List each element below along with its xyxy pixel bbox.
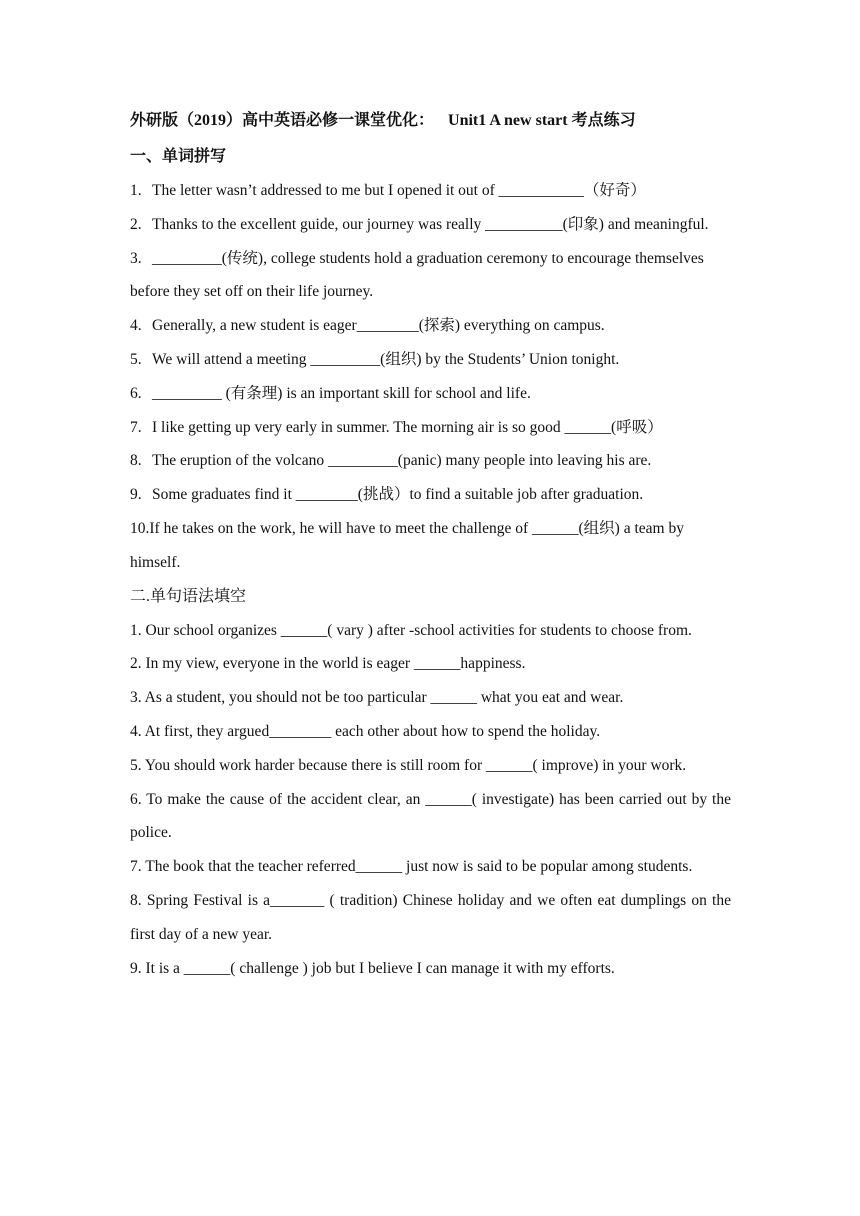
list-item: 8. The eruption of the volcano _________(panic) many people into leaving his are.: [130, 452, 652, 470]
list-item: 1. The letter wasn’t addressed to me but I opened it out of ___________（好奇）: [130, 182, 646, 199]
list-item: 4. At first, they argued________ each other about how to spend the holiday.: [130, 722, 601, 740]
section-heading-grammar: 二.单句语法填空: [130, 587, 247, 605]
list-item: 6. To make the cause of the accident clear, an ______( investigate) has been carried out by the police.: [130, 790, 731, 842]
list-item: 2. In my view, everyone in the world is eager ______happiness.: [130, 655, 526, 673]
list-item: 1. Our school organizes ______( vary ) after -school activities for students to choose from.: [130, 621, 692, 639]
list-item: 8. Spring Festival is a_______ ( tradition) Chinese holiday and we often eat dumplings on the first day of a new year.: [130, 891, 731, 943]
list-item: 5. You should work harder because there is still room for ______( improve) in your work.: [130, 756, 687, 774]
list-item: 9. It is a ______( challenge ) job but I believe I can manage it with my efforts.: [130, 959, 615, 977]
list-item: 5. We will attend a meeting _________(组织) by the Students’ Union tonight.: [130, 350, 620, 368]
spelling-list: [130, 174, 731, 580]
title-left: 外研版（2019）高中英语必修一课堂优化：: [130, 112, 435, 129]
list-item: 7. I like getting up very early in summer. The morning air is so good ______(呼吸）: [130, 418, 663, 436]
list-item: 7. The book that the teacher referred______ just now is said to be popular among students.: [130, 858, 693, 876]
list-item: 4. Generally, a new student is eager________(探索) everything on campus.: [130, 317, 605, 335]
list-item: 9. Some graduates find it ________(挑战）to find a suitable job after graduation.: [130, 486, 644, 504]
section-heading-spelling: 一、单词拼写: [130, 148, 227, 165]
worksheet-title: [130, 106, 731, 136]
list-item: 10.If he takes on the work, he will have to meet the challenge of ______(组织) a team by himself.: [130, 519, 684, 571]
list-item: 2. Thanks to the excellent guide, our journey was really __________(印象) and meaningful.: [130, 215, 709, 233]
grammar-list: [130, 614, 731, 986]
list-item: 3. As a student, you should not be too particular ______ what you eat and wear.: [130, 689, 624, 707]
worksheet-page: [130, 106, 731, 985]
list-item: 6. _________ (有条理) is an important skill for school and life.: [130, 384, 531, 402]
list-item: 3. _________(传统), college students hold a graduation ceremony to encourage themselves before they set off on their life journey.: [130, 249, 704, 301]
title-right: Unit1 A new start 考点练习: [448, 112, 636, 129]
